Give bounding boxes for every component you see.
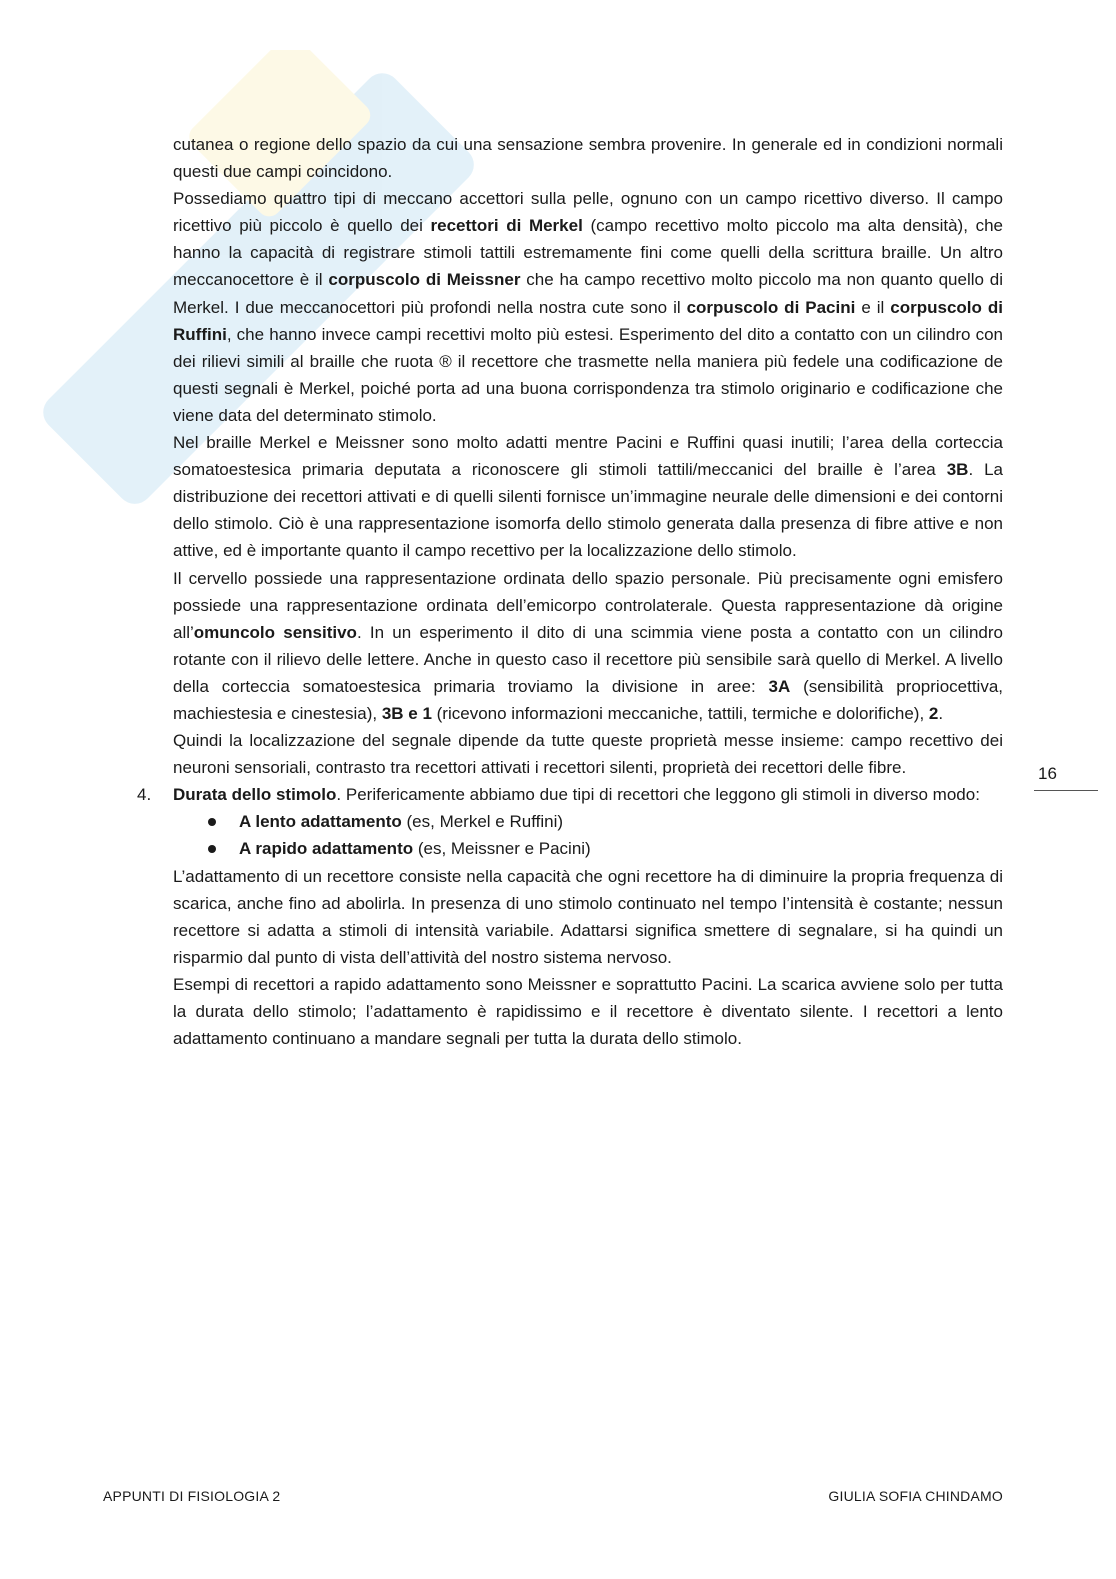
- paragraph-3: Nel braille Merkel e Meissner sono molto adatti mentre Pacini e Ruffini quasi inutili; l’area della corteccia somatoestesica primaria deputata a riconoscere gli stimoli tattili/meccanici del braille è l’area 3B. La distribuzione dei recettori attivati e di quelli silenti fornisce un’immagine neurale delle dimensioni e dei contorni dello stimolo. Ciò è una rappresentazione isomorfa dello stimolo generata dalla presenza di fibre attive e non attive, ed è importante quanto il campo recettivo per la localizzazione dello stimolo.: [173, 433, 1004, 561]
- page-number: 16: [1038, 764, 1057, 783]
- bullet-list: [173, 808, 1003, 862]
- paragraph-7: Esempi di recettori a rapido adattamento sono Meissner e soprattutto Pacini. La scarica avviene solo per tutta la durata dello stimolo; l’adattamento è rapidissimo e il recettore è diventato silente. I recettori a lento adattamento continuano a mandare segnali per tutta la durata dello stimolo.: [173, 974, 1003, 1049]
- list-item-4: [137, 781, 1003, 808]
- bullet-text: A lento adattamento (es, Merkel e Ruffini): [239, 812, 564, 832]
- bold-term: 3A: [768, 676, 791, 696]
- bold-term: corpuscolo di Ruffini: [173, 297, 1003, 344]
- paragraph-5: Quindi la localizzazione del segnale dipende da tutte queste proprietà messe insieme: campo recettivo dei neuroni sensoriali, contrasto tra recettori attivati i recettori silenti, proprietà dei recettori delle fibre.: [173, 731, 1003, 778]
- bold-term: A rapido adattamento: [239, 839, 414, 859]
- bold-term: A lento adattamento: [239, 812, 402, 832]
- bold-term: corpuscolo di Pacini: [686, 297, 856, 317]
- paragraph-4: Il cervello possiede una rappresentazione ordinata dello spazio personale. Più precisamente ogni emisfero possiede una rappresentazione ordinata dell’emicorpo controlaterale. Questa rappresentazione dà origine all’omuncolo sensitivo. In un esperimento il dito di una scimmia viene posta a contatto con un cilindro rotante con il rilievo delle lettere. Anche in questo caso il recettore più sensibile sarà quello di Merkel. A livello della corteccia somatoestesica primaria troviamo la divisione in aree: 3A (sensibilità propriocettiva, machiestesia e cinestesia), 3B e 1 (ricevono informazioni meccaniche, tattili, termiche e dolorifiche), 2.: [173, 568, 1004, 723]
- paragraph-1: cutanea o regione dello spazio da cui una sensazione sembra provenire. In generale ed in condizioni normali questi due campi coincidono.: [173, 135, 1003, 182]
- bold-term: 2: [928, 703, 939, 723]
- footer-author: GIULIA SOFIA CHINDAMO: [828, 1488, 1003, 1504]
- document-body: [137, 131, 1004, 1052]
- paragraph-2: Possediamo quattro tipi di meccano accettori sulla pelle, ognuno con un campo ricettivo diverso. Il campo ricettivo più piccolo è quello dei recettori di Merkel (campo recettivo molto piccolo ma alta densità), che hanno la capacità di registrare stimoli tattili estremamente fini come quelli della scrittura braille. Un altro meccanocettore è il corpuscolo di Meissner che ha campo recettivo molto piccolo ma non quanto quello di Merkel. I due meccanocettori più profondi nella nostra cute sono il corpuscolo di Pacini e il corpuscolo di Ruffini, che hanno invece campi recettivi molto più estesi. Esperimento del dito a contatto con un cilindro con dei rilievi simili al braille che ruota ® il recettore che trasmette nella maniera più fedele una codificazione de questi segnali è Merkel, poiché porta ad una buona corrispondenza tra stimolo originario e codificazione che viene data del determinato stimolo.: [173, 189, 1003, 425]
- page-number-rule: [1034, 790, 1098, 791]
- footer-course-title: APPUNTI DI FISIOLOGIA 2: [103, 1488, 281, 1504]
- paragraph-6: L’adattamento di un recettore consiste nella capacità che ogni recettore ha di diminuire la propria frequenza di scarica, anche fino ad abolirla. In presenza di uno stimolo continuato nel tempo l’intensità è costante; nessun recettore si adatta a stimoli di intensità variabile. Adattarsi significa smettere di segnalare, si ha quindi un risparmio dal punto di vista dell’attività del nostro sistema nervoso.: [173, 866, 1003, 967]
- bold-term: Durata dello stimolo: [173, 785, 337, 805]
- bold-term: 3B: [946, 460, 969, 480]
- bold-term: 3B e 1: [381, 703, 432, 723]
- bold-term: recettori di Merkel: [430, 216, 583, 236]
- bold-term: corpuscolo di Meissner: [328, 270, 521, 290]
- bullet-item: [173, 808, 1003, 835]
- bullet-text: A rapido adattamento (es, Meissner e Pacini): [239, 839, 591, 859]
- bullet-item: [173, 835, 1003, 862]
- list-item-text: Durata dello stimolo. Perifericamente abbiamo due tipi di recettori che leggono gli stimoli in diverso modo:: [173, 785, 980, 805]
- list-number: 4.: [137, 785, 152, 805]
- bold-term: omuncolo sensitivo: [193, 622, 357, 642]
- bullet-dot-icon: [208, 818, 216, 826]
- bullet-dot-icon: [208, 845, 216, 853]
